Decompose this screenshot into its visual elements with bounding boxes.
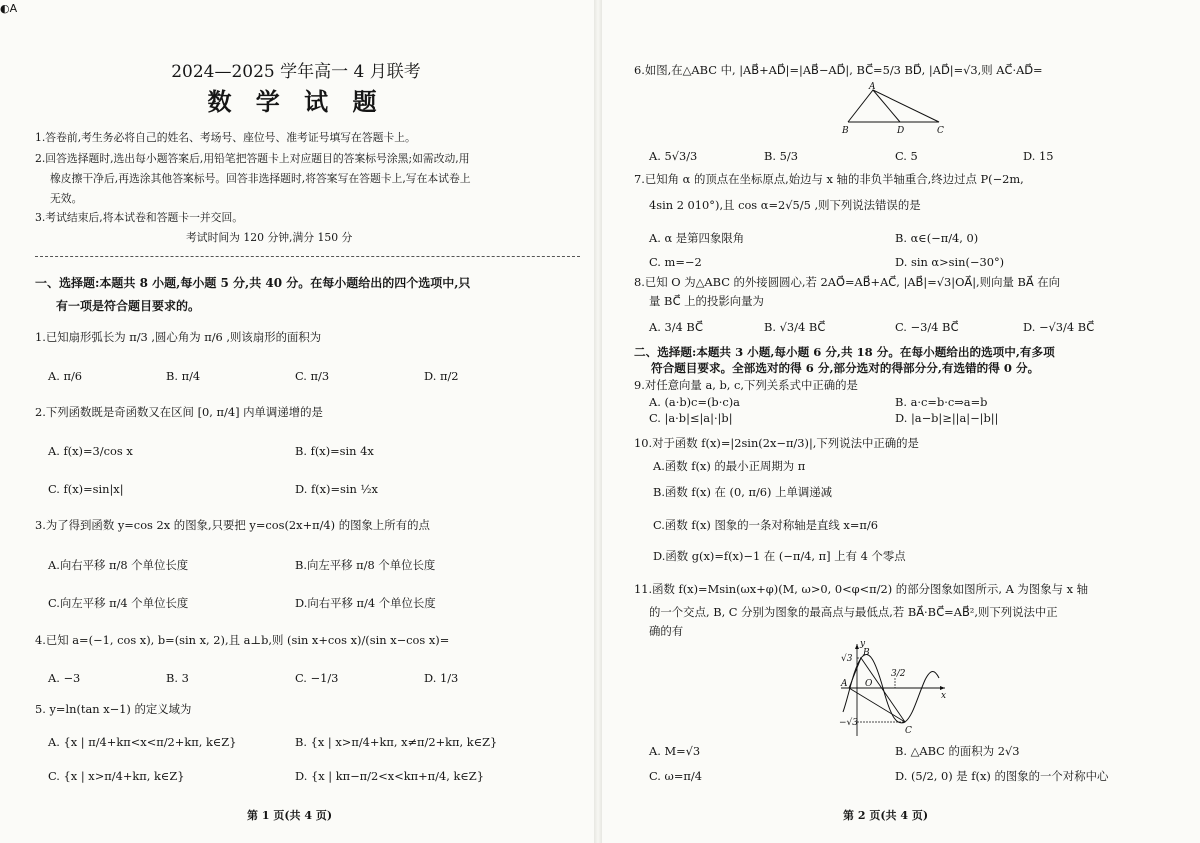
q8-stem: 8.已知 O 为△ABC 的外接圆圆心,若 2AO⃗=AB⃗+AC⃗, |AB⃗|=√3|OA⃗|,则向量 BA⃗ 在向 xyxy=(634,275,1061,289)
subject-title: 数 学 试 题 xyxy=(207,87,385,116)
q11-option-a: A. M=√3 xyxy=(649,744,701,758)
q2-option-c: C. f(x)=sin|x| xyxy=(48,482,124,496)
q3-option-a: A.向右平移 π/8 个单位长度 xyxy=(48,558,189,572)
instruction-2-end: 无效。 xyxy=(50,192,83,205)
q4-option-c: C. −1/3 xyxy=(295,671,339,685)
q6-option-c: C. 5 xyxy=(895,149,918,163)
q9-option-c: C. |a·b|≤|a|·|b| xyxy=(649,411,733,425)
q5-option-d: D. {x | kπ−π/2<x<kπ+π/4, k∈Z} xyxy=(295,769,484,783)
q9-option-b: B. a·c=b·c⇒a=b xyxy=(895,395,988,409)
q4-option-a: A. −3 xyxy=(48,671,81,685)
q8-option-b: B. √3/4 BC⃗ xyxy=(764,320,826,334)
instruction-2-cont: 橡皮擦干净后,再选涂其他答案标号。回答非选择题时,将答案写在答题卡上,写在本试卷上 xyxy=(50,172,471,185)
q1-option-b: B. π/4 xyxy=(166,369,201,383)
q10-option-d: D.函数 g(x)=f(x)−1 在 (−π/4, π] 上有 4 个零点 xyxy=(653,549,906,563)
q1-option-a: A. π/6 xyxy=(48,369,83,383)
page-fold xyxy=(594,0,602,843)
q9-stem: 9.对任意向量 a, b, c,下列关系式中正确的是 xyxy=(634,378,858,392)
q8-option-a: A. 3/4 BC⃗ xyxy=(649,320,703,334)
q11-label-x: x xyxy=(941,691,947,701)
q11-label-a: A xyxy=(841,679,848,689)
exam-title: 2024—2025 学年高一 4 月联考 xyxy=(171,62,421,82)
q5-stem: 5. y=ln(tan x−1) 的定义域为 xyxy=(35,702,192,716)
corner-mark: ◐A xyxy=(0,2,18,15)
q9-option-d: D. |a−b|≥||a|−|b|| xyxy=(895,411,999,425)
q11-stem-cont: 的一个交点, B, C 分别为图象的最高点与最低点,若 BA⃗·BC⃗=AB⃗²,则下列说法中正 xyxy=(649,605,1058,619)
q2-option-a: A. f(x)=3/cos x xyxy=(48,444,133,458)
q5-option-c: C. {x | x>π/4+kπ, k∈Z} xyxy=(48,769,185,783)
q6-stem: 6.如图,在△ABC 中, |AB⃗+AD⃗|=|AB⃗−AD⃗|, BC⃗=5/3 BD⃗, |AD⃗|=√3,则 AC⃗·AD⃗= xyxy=(634,63,1043,77)
q2-stem: 2.下列函数既是奇函数又在区间 [0, π/4] 内单调递增的是 xyxy=(35,405,323,419)
q11-sine-graph xyxy=(839,640,949,740)
page-2 xyxy=(603,0,1200,843)
q6-label-b: B xyxy=(842,126,849,136)
page-1 xyxy=(0,0,592,843)
instruction-1: 1.答卷前,考生务必将自己的姓名、考场号、座位号、准考证号填写在答题卡上。 xyxy=(35,131,416,144)
q5-option-b: B. {x | x>π/4+kπ, x≠π/2+kπ, k∈Z} xyxy=(295,735,498,749)
q3-option-b: B.向左平移 π/8 个单位长度 xyxy=(295,558,436,572)
q11-label-b: B xyxy=(863,648,870,658)
section1-heading: 一、选择题:本题共 8 小题,每小题 5 分,共 40 分。在每小题给出的四个选项中,只 xyxy=(35,276,471,290)
q7-option-c: C. m=−2 xyxy=(649,255,702,269)
q4-stem: 4.已知 a=(−1, cos x), b=(sin x, 2),且 a⊥b,则 (sin x+cos x)/(sin x−cos x)= xyxy=(35,633,450,647)
q4-option-d: D. 1/3 xyxy=(424,671,459,685)
q1-option-d: D. π/2 xyxy=(424,369,459,383)
q11-stem-end: 确的有 xyxy=(649,624,684,638)
q10-option-a: A.函数 f(x) 的最小正周期为 π xyxy=(653,459,806,473)
section1-heading-cont: 有一项是符合题目要求的。 xyxy=(56,299,201,313)
q3-stem: 3.为了得到函数 y=cos 2x 的图象,只要把 y=cos(2x+π/4) 的图象上所有的点 xyxy=(35,518,430,532)
q6-label-a: A xyxy=(869,82,876,92)
q6-option-a: A. 5√3/3 xyxy=(649,149,698,163)
q4-option-b: B. 3 xyxy=(166,671,189,685)
q7-stem: 7.已知角 α 的顶点在坐标原点,始边与 x 轴的非负半轴重合,终边过点 P(−2m, xyxy=(634,172,1024,186)
q10-stem: 10.对于函数 f(x)=|2sin(2x−π/3)|,下列说法中正确的是 xyxy=(634,436,919,450)
q3-option-d: D.向右平移 π/4 个单位长度 xyxy=(295,596,436,610)
q6-triangle-figure xyxy=(838,84,948,136)
q8-option-d: D. −√3/4 BC⃗ xyxy=(1023,320,1095,334)
q11-label-sqrt3: √3 xyxy=(841,654,853,664)
q7-option-b: B. α∈(−π/4, 0) xyxy=(895,231,979,245)
q2-option-b: B. f(x)=sin 4x xyxy=(295,444,374,458)
q7-stem-cont: 4sin 2 010°),且 cos α=2√5/5 ,则下列说法错误的是 xyxy=(649,198,921,212)
section2-heading: 二、选择题:本题共 3 小题,每小题 6 分,共 18 分。在每小题给出的选项中,有多项 xyxy=(634,345,1055,359)
q11-option-b: B. △ABC 的面积为 2√3 xyxy=(895,744,1020,758)
q7-option-a: A. α 是第四象限角 xyxy=(649,231,745,245)
q11-option-d: D. (5/2, 0) 是 f(x) 的图象的一个对称中心 xyxy=(895,769,1109,783)
q11-label-c: C xyxy=(905,726,912,736)
instruction-3: 3.考试结束后,将本试卷和答题卡一并交回。 xyxy=(35,211,244,224)
q11-label-origin: O xyxy=(865,679,873,689)
q11-stem: 11.函数 f(x)=Msin(ωx+φ)(M, ω>0, 0<φ<π/2) 的部分图象如图所示, A 为图象与 x 轴 xyxy=(634,582,1089,596)
q9-option-a: A. (a·b)c=(b·c)a xyxy=(649,395,740,409)
divider xyxy=(35,256,580,257)
instruction-2: 2.回答选择题时,选出每小题答案后,用铅笔把答题卡上对应题目的答案标号涂黑;如需改动,用 xyxy=(35,152,470,165)
q8-stem-cont: 量 BC⃗ 上的投影向量为 xyxy=(649,294,764,308)
q10-option-c: C.函数 f(x) 图象的一条对称轴是直线 x=π/6 xyxy=(653,518,878,532)
q11-option-c: C. ω=π/4 xyxy=(649,769,702,783)
q6-option-d: D. 15 xyxy=(1023,149,1054,163)
q6-option-b: B. 5/3 xyxy=(764,149,798,163)
q8-option-c: C. −3/4 BC⃗ xyxy=(895,320,959,334)
q5-option-a: A. {x | π/4+kπ<x<π/2+kπ, k∈Z} xyxy=(48,735,237,749)
footer-page-2: 第 2 页(共 4 页) xyxy=(843,809,929,822)
q11-label-three-half: 3/2 xyxy=(891,669,906,679)
q3-option-c: C.向左平移 π/4 个单位长度 xyxy=(48,596,189,610)
q1-option-c: C. π/3 xyxy=(295,369,330,383)
section2-heading-cont: 符合题目要求。全部选对的得 6 分,部分选对的得部分分,有选错的得 0 分。 xyxy=(651,361,1040,375)
q11-label-neg-sqrt3: −√3 xyxy=(839,718,859,728)
q11-label-y: y xyxy=(860,639,866,649)
footer-page-1: 第 1 页(共 4 页) xyxy=(247,809,333,822)
q1-stem: 1.已知扇形弧长为 π/3 ,圆心角为 π/6 ,则该扇形的面积为 xyxy=(35,330,322,344)
q7-option-d: D. sin α>sin(−30°) xyxy=(895,255,1005,269)
q10-option-b: B.函数 f(x) 在 (0, π/6) 上单调递减 xyxy=(653,485,833,499)
q6-label-c: C xyxy=(937,126,944,136)
exam-info: 考试时间为 120 分钟,满分 150 分 xyxy=(186,231,353,244)
q2-option-d: D. f(x)=sin ½x xyxy=(295,482,378,496)
q6-label-d: D xyxy=(897,126,905,136)
